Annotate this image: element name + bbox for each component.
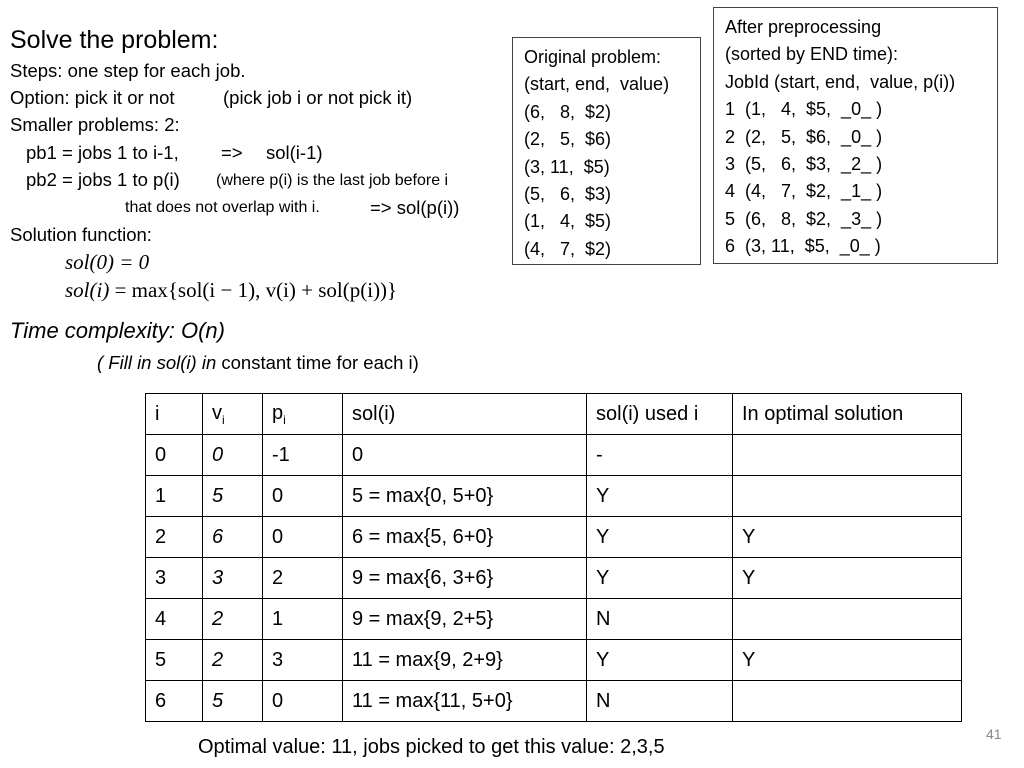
preprocessed-line: 6 (3, 11, $5, _0_ )	[725, 236, 881, 257]
cell-optimal	[733, 435, 962, 476]
option-label: Option: pick it or not	[10, 87, 175, 108]
cell-i: 6	[146, 681, 203, 722]
original-line: Original problem:	[524, 47, 662, 67]
recurrence-equation	[65, 278, 397, 303]
header-p-text: p	[272, 401, 284, 424]
recurrence-rhs: = max{sol(i − 1), v(i) + sol(p(i))}	[109, 278, 398, 302]
table-row	[146, 558, 962, 599]
header-p	[263, 394, 343, 435]
cell-optimal	[733, 599, 962, 640]
cell-v: 0	[203, 435, 263, 476]
cell-p: 0	[263, 476, 343, 517]
original-line: (1, 4, $5)	[524, 211, 612, 232]
cell-sol: 9 = max{9, 2+5}	[343, 599, 587, 640]
cell-p: 1	[263, 599, 343, 640]
original-line: (5, 6, $3)	[524, 184, 612, 205]
cell-p: -1	[263, 435, 343, 476]
header-optimal: In optimal solution	[733, 394, 962, 435]
cell-optimal: Y	[733, 640, 962, 681]
original-line: (4, 7, $2)	[524, 238, 612, 259]
pb2-text: pb2 = jobs 1 to p(i)	[26, 169, 180, 190]
cell-sol: 11 = max{11, 5+0}	[343, 681, 587, 722]
preprocessed-line: After preprocessing	[725, 17, 882, 37]
cell-i: 0	[146, 435, 203, 476]
pb1-solution: sol(i-1)	[266, 142, 323, 163]
preprocessed-line: JobId (start, end, value, p(i))	[725, 71, 956, 92]
option-detail: (pick job i or not pick it)	[223, 87, 413, 108]
preprocessed-line: (sorted by END time):	[725, 44, 899, 65]
cell-i: 3	[146, 558, 203, 599]
cell-sol: 0	[343, 435, 587, 476]
header-used: sol(i) used i	[587, 394, 733, 435]
pb1-arrow: =>	[221, 142, 243, 163]
cell-v: 2	[203, 640, 263, 681]
header-v	[203, 394, 263, 435]
cell-v: 3	[203, 558, 263, 599]
header-v-text: v	[212, 401, 222, 424]
page-number: 41	[986, 726, 1002, 742]
pb2-note: (where p(i) is the last job before i	[216, 172, 449, 189]
fill-sol: sol(i) in	[156, 352, 217, 373]
dp-table	[145, 393, 962, 722]
cell-used: Y	[587, 558, 733, 599]
original-line: (2, 5, $6)	[524, 129, 612, 150]
preprocessed-box	[713, 7, 998, 264]
header-v-sub: i	[222, 412, 225, 427]
table-row	[146, 476, 962, 517]
cell-p: 3	[263, 640, 343, 681]
fill-note	[97, 352, 419, 374]
smaller-problems-text: Smaller problems: 2:	[10, 114, 180, 135]
cell-sol: 6 = max{5, 6+0}	[343, 517, 587, 558]
cell-optimal: Y	[733, 558, 962, 599]
cell-used: Y	[587, 640, 733, 681]
cell-i: 1	[146, 476, 203, 517]
cell-optimal: Y	[733, 517, 962, 558]
solution-function-label: Solution function:	[10, 224, 152, 245]
header-sol: sol(i)	[343, 394, 587, 435]
table-row	[146, 681, 962, 722]
table-header-row	[146, 394, 962, 435]
preprocessed-line: 4 (4, 7, $2, _1_ )	[725, 181, 883, 202]
fill-rest: constant time for each i)	[216, 352, 419, 373]
preprocessed-line: 3 (5, 6, $3, _2_ )	[725, 154, 883, 175]
preprocessed-line: 1 (1, 4, $5, _0_ )	[725, 99, 883, 120]
cell-used: Y	[587, 517, 733, 558]
cell-used: N	[587, 599, 733, 640]
cell-used: N	[587, 681, 733, 722]
original-problem-box	[512, 37, 701, 265]
preprocessed-line: 2 (2, 5, $6, _0_ )	[725, 126, 883, 147]
recurrence-lhs: sol(i)	[65, 278, 110, 302]
table-row	[146, 517, 962, 558]
cell-v: 6	[203, 517, 263, 558]
steps-text: Steps: one step for each job.	[10, 60, 246, 81]
base-case-equation: sol(0) = 0	[65, 250, 150, 274]
pb2-note-continued: that does not overlap with i.	[125, 199, 320, 216]
cell-p: 2	[263, 558, 343, 599]
cell-sol: 5 = max{0, 5+0}	[343, 476, 587, 517]
cell-v: 5	[203, 681, 263, 722]
cell-used: Y	[587, 476, 733, 517]
cell-i: 2	[146, 517, 203, 558]
cell-i: 5	[146, 640, 203, 681]
cell-p: 0	[263, 517, 343, 558]
cell-optimal	[733, 476, 962, 517]
cell-sol: 9 = max{6, 3+6}	[343, 558, 587, 599]
slide-title: Solve the problem:	[10, 26, 219, 54]
table-row	[146, 640, 962, 681]
time-complexity: Time complexity: O(n)	[10, 318, 225, 343]
original-line: (6, 8, $2)	[524, 101, 612, 122]
cell-optimal	[733, 681, 962, 722]
pb2-solution: => sol(p(i))	[370, 197, 460, 218]
optimal-value-text: Optimal value: 11, jobs picked to get this value: 2,3,5	[198, 736, 665, 758]
pb1-text: pb1 = jobs 1 to i-1,	[26, 142, 179, 163]
cell-v: 2	[203, 599, 263, 640]
original-line: (3, 11, $5)	[524, 156, 610, 177]
header-p-sub: i	[283, 412, 286, 427]
preprocessed-line: 5 (6, 8, $2, _3_ )	[725, 208, 883, 229]
table-row	[146, 599, 962, 640]
cell-used: -	[587, 435, 733, 476]
table-row	[146, 435, 962, 476]
original-line: (start, end, value)	[524, 74, 670, 95]
header-i: i	[146, 394, 203, 435]
fill-open: ( Fill in	[97, 352, 157, 373]
cell-v: 5	[203, 476, 263, 517]
cell-sol: 11 = max{9, 2+9}	[343, 640, 587, 681]
cell-i: 4	[146, 599, 203, 640]
cell-p: 0	[263, 681, 343, 722]
